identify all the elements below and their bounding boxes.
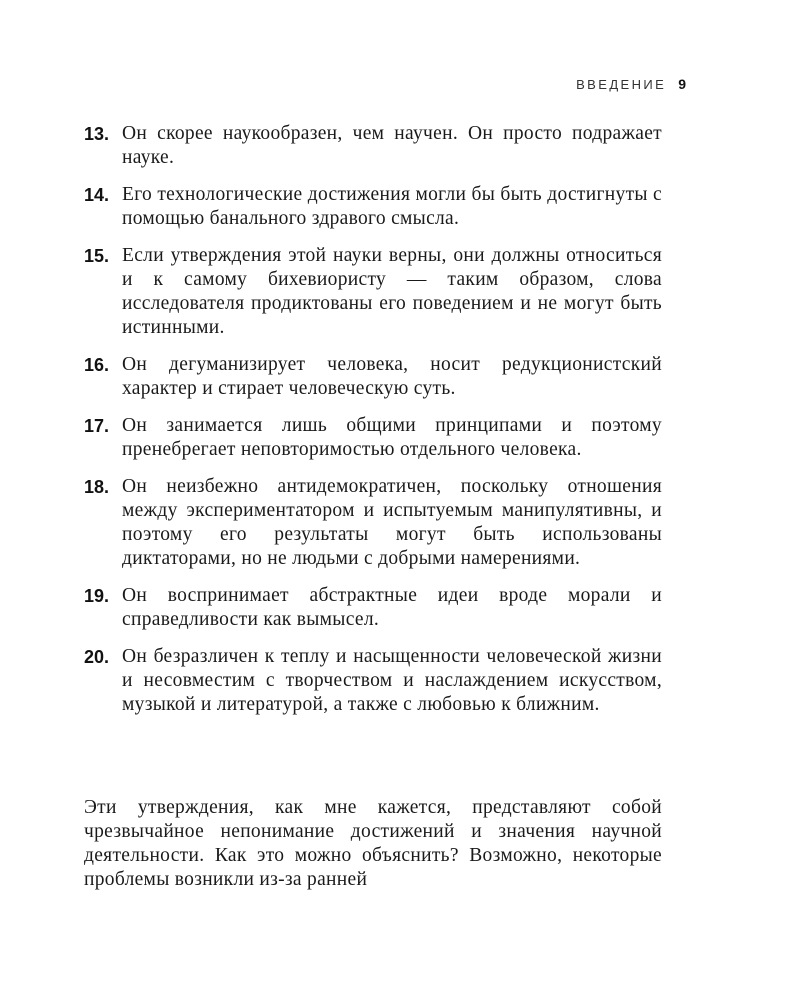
running-head [576, 76, 686, 92]
item-number: 14. [84, 185, 110, 205]
item-number: 15. [84, 246, 110, 266]
item-text: Он безразличен к теплу и насыщенности человеческой жизни и несовместим с творчеством и наслаждением искусством, музыкой и литературой, а также с любовью к ближним. [122, 646, 662, 715]
item-text: Он воспринимает абстрактные идеи вроде морали и справедливости как вымысел. [122, 585, 662, 630]
item-number: 16. [84, 355, 110, 375]
item-text: Его технологические достижения могли бы быть достигнуты с помощью банального здравого смысла. [122, 184, 662, 229]
item-text: Он занимается лишь общими принципами и поэтому пренебрегает неповторимостью отдельного человека. [122, 415, 662, 460]
list-item [84, 584, 662, 632]
item-text: Он дегуманизирует человека, носит редукционистский характер и стирает человеческую суть. [122, 354, 662, 399]
item-number: 17. [84, 416, 110, 436]
list-item [84, 353, 662, 401]
list-item [84, 183, 662, 231]
item-number: 19. [84, 586, 110, 606]
list-item [84, 475, 662, 571]
item-text: Он скорее наукообразен, чем научен. Он просто подражает науке. [122, 123, 662, 168]
item-text: Он неизбежно антидемократичен, поскольку отношения между экспериментатором и испытуемым манипулятивны, и поэтому его результаты могут быть использованы диктаторами, но не людьми с добрыми намерениями. [122, 476, 662, 569]
numbered-list [84, 122, 662, 730]
item-number: 18. [84, 477, 110, 497]
list-item [84, 414, 662, 462]
list-item [84, 244, 662, 340]
body-paragraph: Эти утверждения, как мне кажется, представляют собой чрезвычайное непонимание достижений и значения научной деятельности. Как это можно объяснить? Возможно, некоторые проблемы возникли из-за ранней [84, 797, 662, 890]
item-number: 13. [84, 124, 110, 144]
page-number: 9 [678, 76, 686, 92]
section-title: ВВЕДЕНИЕ [576, 77, 667, 92]
item-number: 20. [84, 647, 110, 667]
list-item [84, 645, 662, 717]
item-text: Если утверждения этой науки верны, они должны относиться и к самому бихевиористу — таким образом, слова исследователя продиктованы его поведением и не могут быть истинными. [122, 245, 662, 338]
list-item [84, 122, 662, 170]
